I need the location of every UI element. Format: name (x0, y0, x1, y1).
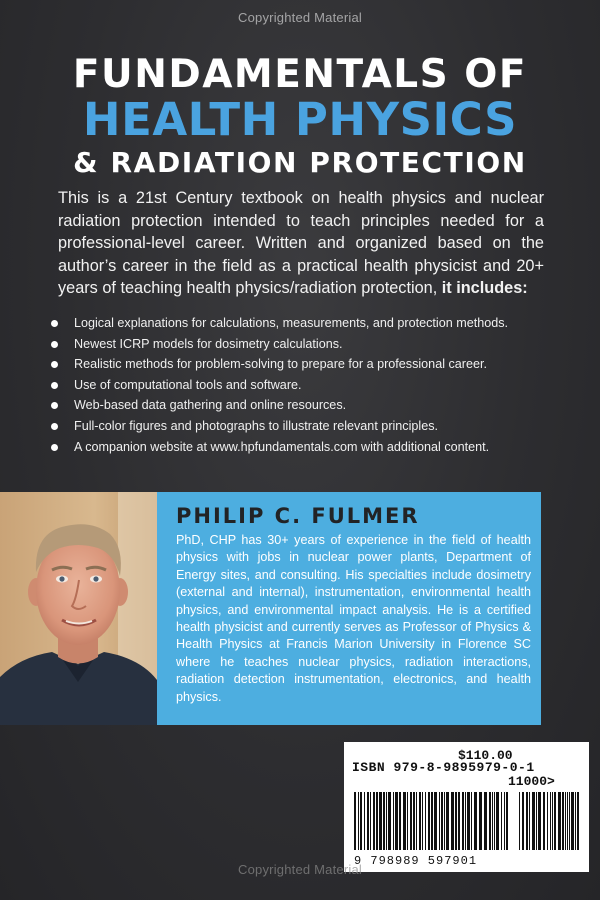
list-item (50, 395, 570, 416)
barcode-bar (484, 792, 487, 850)
barcode-bar (434, 792, 437, 850)
barcode-bar (419, 792, 421, 850)
barcode-bar (403, 792, 406, 850)
barcode-bar (383, 792, 385, 850)
barcode-bar (526, 792, 528, 850)
barcode-bar (407, 792, 408, 850)
barcode-bar (393, 792, 394, 850)
barcode-bar (367, 792, 369, 850)
barcode-bar (439, 792, 440, 850)
barcode-bar (358, 792, 359, 850)
list-item-text: Logical explanations for calculations, measurements, and protection methods. (74, 316, 509, 330)
barcode-bar (550, 792, 551, 850)
barcode-bar (441, 792, 443, 850)
barcode-bar (428, 792, 430, 850)
barcode-bar (532, 792, 535, 850)
title-line-1: FUNDAMENTALS OF (72, 52, 528, 97)
barcode-bar (479, 792, 482, 850)
bullet-icon (51, 444, 58, 451)
barcode-bar (360, 792, 362, 850)
bullet-icon (51, 341, 58, 348)
barcode-icon (344, 742, 589, 872)
barcode-bar (552, 792, 553, 850)
barcode-bar (494, 792, 495, 850)
barcode-bar (492, 792, 493, 850)
bullet-icon (51, 320, 58, 327)
barcode-bar (567, 792, 568, 850)
barcode-bar (569, 792, 570, 850)
barcode-box (344, 742, 589, 872)
barcode-bar (462, 792, 464, 850)
barcode-bar (446, 792, 449, 850)
barcode-bar (467, 792, 470, 850)
barcode-bar (444, 792, 445, 850)
barcode-bar (577, 792, 579, 850)
author-photo (0, 492, 157, 725)
list-item (50, 313, 570, 334)
barcode-bar (522, 792, 524, 850)
barcode-bar (489, 792, 491, 850)
barcode-bar (565, 792, 566, 850)
barcode-bar (354, 792, 356, 850)
barcode-bar (543, 792, 545, 850)
barcode-bar (571, 792, 574, 850)
intro-bold: it includes: (441, 279, 528, 297)
list-item (50, 437, 570, 458)
barcode-bar (547, 792, 548, 850)
list-item-text: Use of computational tools and software. (74, 377, 302, 392)
price-label: $110.00 (458, 748, 513, 763)
barcode-bar (562, 792, 564, 850)
barcode-bar (386, 792, 387, 850)
watermark-bottom: Copyrighted Material (238, 862, 362, 877)
barcode-bar (425, 792, 426, 850)
list-item (50, 354, 570, 375)
barcode-bar (471, 792, 472, 850)
barcode-bar (410, 792, 412, 850)
title-line-3: & RADIATION PROTECTION (73, 146, 527, 179)
barcode-bar (379, 792, 382, 850)
watermark-top: Copyrighted Material (238, 10, 362, 25)
barcode-bar (474, 792, 477, 850)
barcode-bar (422, 792, 423, 850)
barcode-bar (458, 792, 460, 850)
list-item-text: Full-color figures and photographs to illustrate relevant principles. (74, 418, 439, 433)
bullet-icon (51, 382, 58, 389)
price-code-label: 11000> (508, 774, 555, 789)
barcode-bar (538, 792, 541, 850)
feature-list (50, 313, 570, 457)
barcode-bar (529, 792, 530, 850)
barcode-bar (558, 792, 561, 850)
bullet-icon (51, 402, 58, 409)
barcode-bar (575, 792, 576, 850)
barcode-bar (496, 792, 499, 850)
barcode-bar (376, 792, 378, 850)
bullet-icon (51, 423, 58, 430)
barcode-bar (506, 792, 508, 850)
author-portrait-icon (0, 492, 157, 725)
barcode-bar (370, 792, 371, 850)
barcode-bar (416, 792, 417, 850)
barcode-bar (536, 792, 537, 850)
list-item-text: Newest ICRP models for dosimetry calculations. (74, 336, 343, 351)
barcode-bar (373, 792, 375, 850)
barcode-bar (399, 792, 401, 850)
barcode-bar (364, 792, 365, 850)
barcode-bar (388, 792, 391, 850)
barcode-bar (554, 792, 556, 850)
list-item (50, 334, 570, 355)
intro-paragraph (58, 187, 544, 300)
list-item (50, 416, 570, 437)
list-item-text: Realistic methods for problem-solving to prepare for a professional career. (74, 357, 487, 372)
barcode-bar (501, 792, 502, 850)
barcode-bar (413, 792, 415, 850)
intro-text: This is a 21st Century textbook on health physics and nuclear radiation protection intended to teach principles needed for a professional-level career. Written and organized based on the author’s career in the field as a practical health physicist and 20+ years of teaching health physics/radiation protection, (58, 189, 544, 297)
isbn-label: ISBN 979-8-9895979-0-1 (352, 760, 535, 775)
bullet-icon (51, 361, 58, 368)
barcode-bar (455, 792, 457, 850)
barcode-bar (431, 792, 433, 850)
author-name: PHILIP C. FULMER (176, 504, 420, 528)
barcode-bar (519, 792, 520, 850)
title-line-2: HEALTH PHYSICS (82, 93, 518, 146)
barcode-digits: 9 798989 597901 (354, 854, 478, 868)
author-bio: PhD, CHP has 30+ years of experience in the field of health physics with jobs in nuclear power plants, Department of Energy sites, and consulting. His specialties include dosimetry (external and internal), instrumentation, environmental health physics, and environmental impact analysis. He is a certified health physicist and currently serves as Professor of Physics & Health Physics at Francis Marion University in Florence SC where he teaches nuclear physics, radiation interactions, radiation detection instrumentation, electronics, and health physics. (176, 533, 531, 704)
list-item-text: A companion website at www.hpfundamentals.com with additional content. (74, 439, 490, 454)
barcode-bar (451, 792, 454, 850)
list-item-text: Web-based data gathering and online resources. (74, 398, 347, 413)
barcode-bar (395, 792, 398, 850)
barcode-bar (465, 792, 466, 850)
barcode-bar (504, 792, 505, 850)
list-item (50, 375, 570, 396)
